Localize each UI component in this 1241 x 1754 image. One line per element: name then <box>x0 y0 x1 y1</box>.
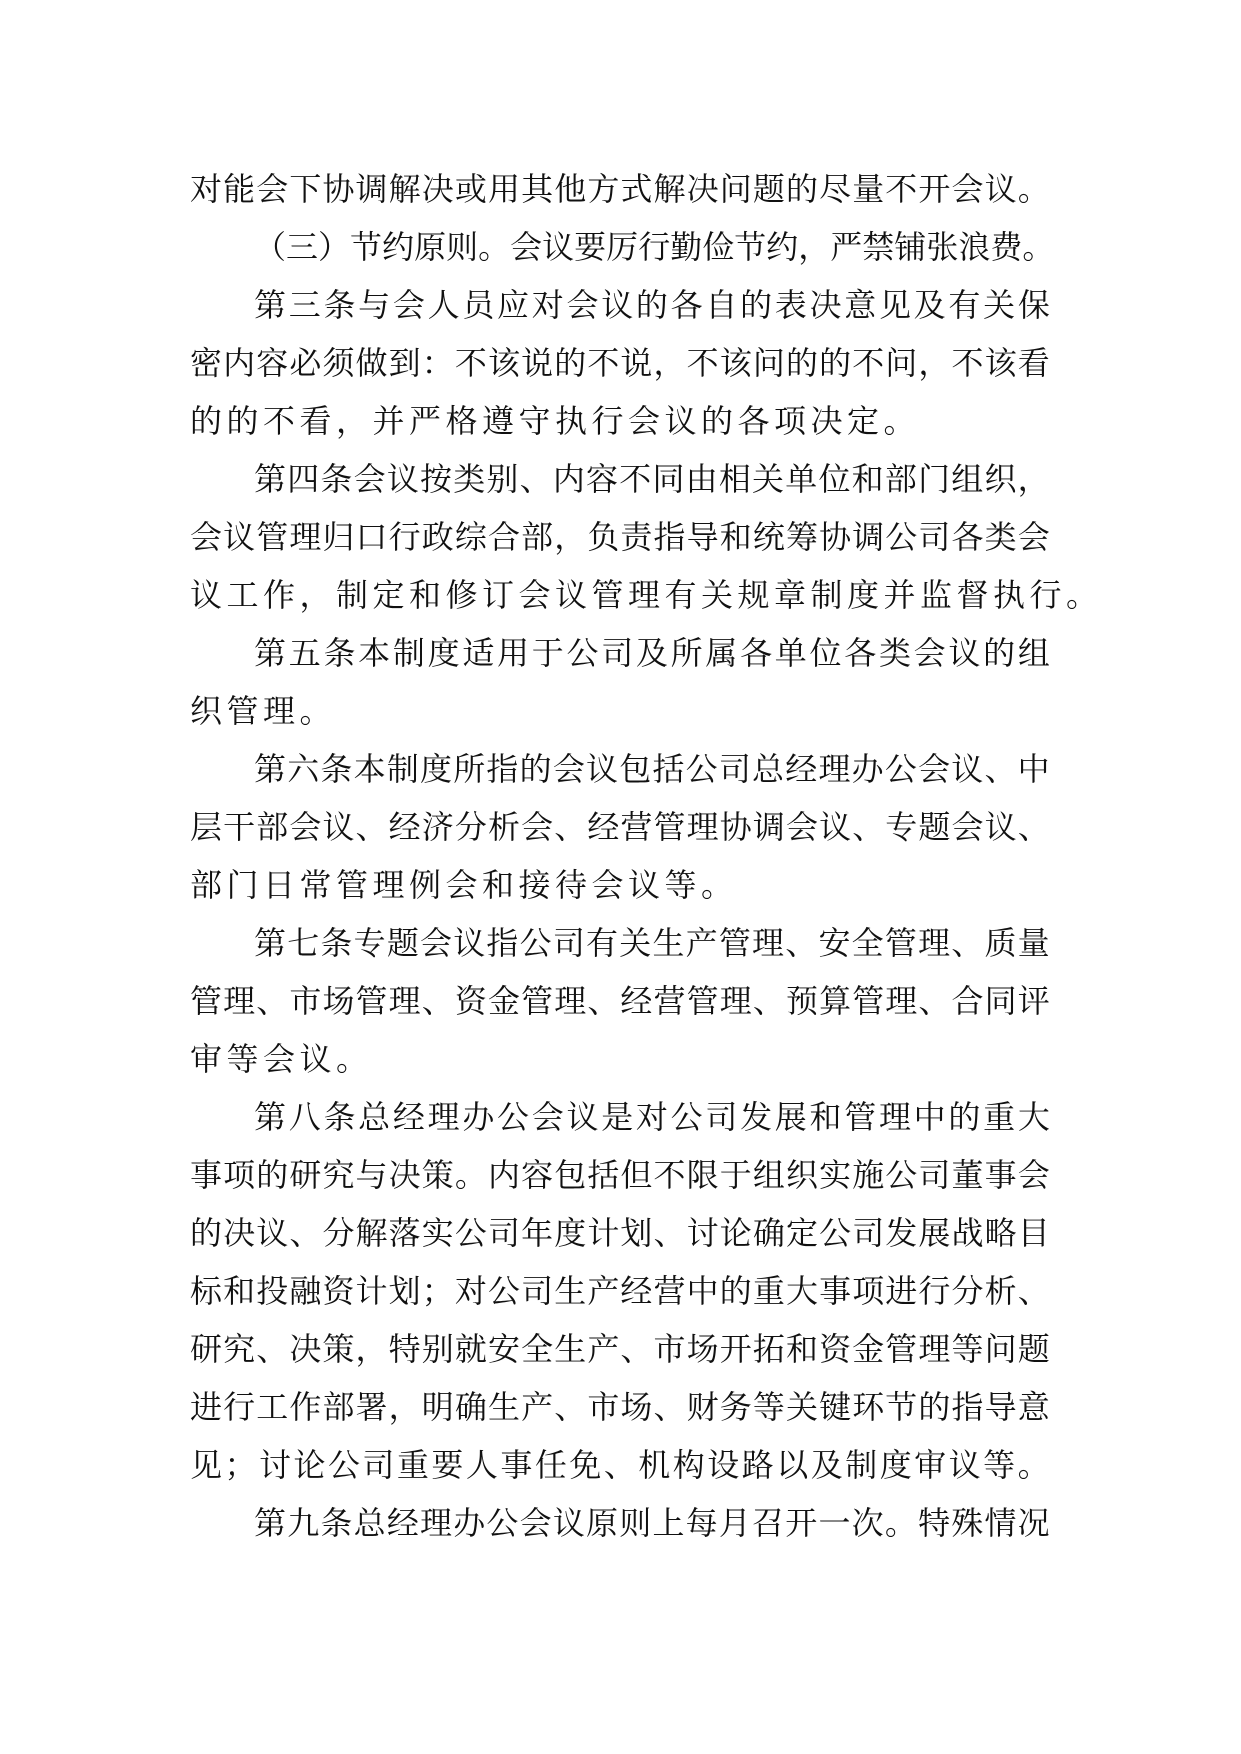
text-line: 第 四 条 会 议 按 类 别 、 内 容 不 同 由 相 关 单 位 和 部 门 组 织 ， <box>254 460 1050 498</box>
text-line: 第 八 条 总 经 理 办 公 会 议 是 对 公 司 发 展 和 管 理 中 的 重 大 <box>254 1098 1050 1136</box>
text-line: 审等会议。 <box>190 1040 373 1078</box>
text-line: 部门日常管理例会和接待会议等。 <box>190 866 738 904</box>
text-line: 的的不看，并严格遵守执行会议的各项决定。 <box>190 402 921 440</box>
document-body <box>190 160 1103 1552</box>
text-line: 第 七 条 专 题 会 议 指 公 司 有 关 生 产 管 理 、 安 全 管 理 、 质 量 <box>254 924 1050 962</box>
text-line: 管 理 、 市 场 管 理 、 资 金 管 理 、 经 营 管 理 、 预 算 管 理 、 合 同 评 <box>190 982 1050 1020</box>
text-line: 织管理。 <box>190 692 337 730</box>
text-line: 第 九 条 总 经 理 办 公 会 议 原 则 上 每 月 召 开 一 次 。 特 殊 情 况 <box>254 1504 1050 1542</box>
text-line: 层 干 部 会 议 、 经 济 分 析 会 、 经 营 管 理 协 调 会 议 、 专 题 会 议 、 <box>190 808 1050 846</box>
text-line: 密 内 容 必 须 做 到 ： 不 该 说 的 不 说 ， 不 该 问 的 的 不 问 ， 不 该 看 <box>190 344 1050 382</box>
text-line: 事 项 的 研 究 与 决 策 。 内 容 包 括 但 不 限 于 组 织 实 施 公 司 董 事 会 <box>190 1156 1050 1194</box>
text-line: （ 三 ） 节 约 原 则 。 会 议 要 厉 行 勤 俭 节 约 ， 严 禁 铺 张 浪 费 。 <box>254 228 1055 266</box>
text-line: 的 决 议 、 分 解 落 实 公 司 年 度 计 划 、 讨 论 确 定 公 司 发 展 战 略 目 <box>190 1214 1050 1252</box>
text-line: 议工作，制定和修订会议管理有关规章制度并监督执行。 <box>190 576 1103 614</box>
text-line: 第 三 条 与 会 人 员 应 对 会 议 的 各 自 的 表 决 意 见 及 有 关 保 <box>254 286 1050 324</box>
text-line: 见 ； 讨 论 公 司 重 要 人 事 任 免 、 机 构 设 路 以 及 制 度 审 议 等 。 <box>190 1446 1050 1484</box>
text-line: 第 五 条 本 制 度 适 用 于 公 司 及 所 属 各 单 位 各 类 会 议 的 组 <box>254 634 1050 672</box>
text-line: 标 和 投 融 资 计 划 ； 对 公 司 生 产 经 营 中 的 重 大 事 项 进 行 分 析 、 <box>190 1272 1050 1310</box>
text-line: 第 六 条 本 制 度 所 指 的 会 议 包 括 公 司 总 经 理 办 公 会 议 、 中 <box>254 750 1050 788</box>
text-line: 对 能 会 下 协 调 解 决 或 用 其 他 方 式 解 决 问 题 的 尽 量 不 开 会 议 。 <box>190 170 1050 208</box>
text-line: 会 议 管 理 归 口 行 政 综 合 部 ， 负 责 指 导 和 统 筹 协 调 公 司 各 类 会 <box>190 518 1050 556</box>
text-line: 进 行 工 作 部 署 ， 明 确 生 产 、 市 场 、 财 务 等 关 键 环 节 的 指 导 意 <box>190 1388 1050 1426</box>
text-line: 研 究 、 决 策 ， 特 别 就 安 全 生 产 、 市 场 开 拓 和 资 金 管 理 等 问 题 <box>190 1330 1050 1368</box>
